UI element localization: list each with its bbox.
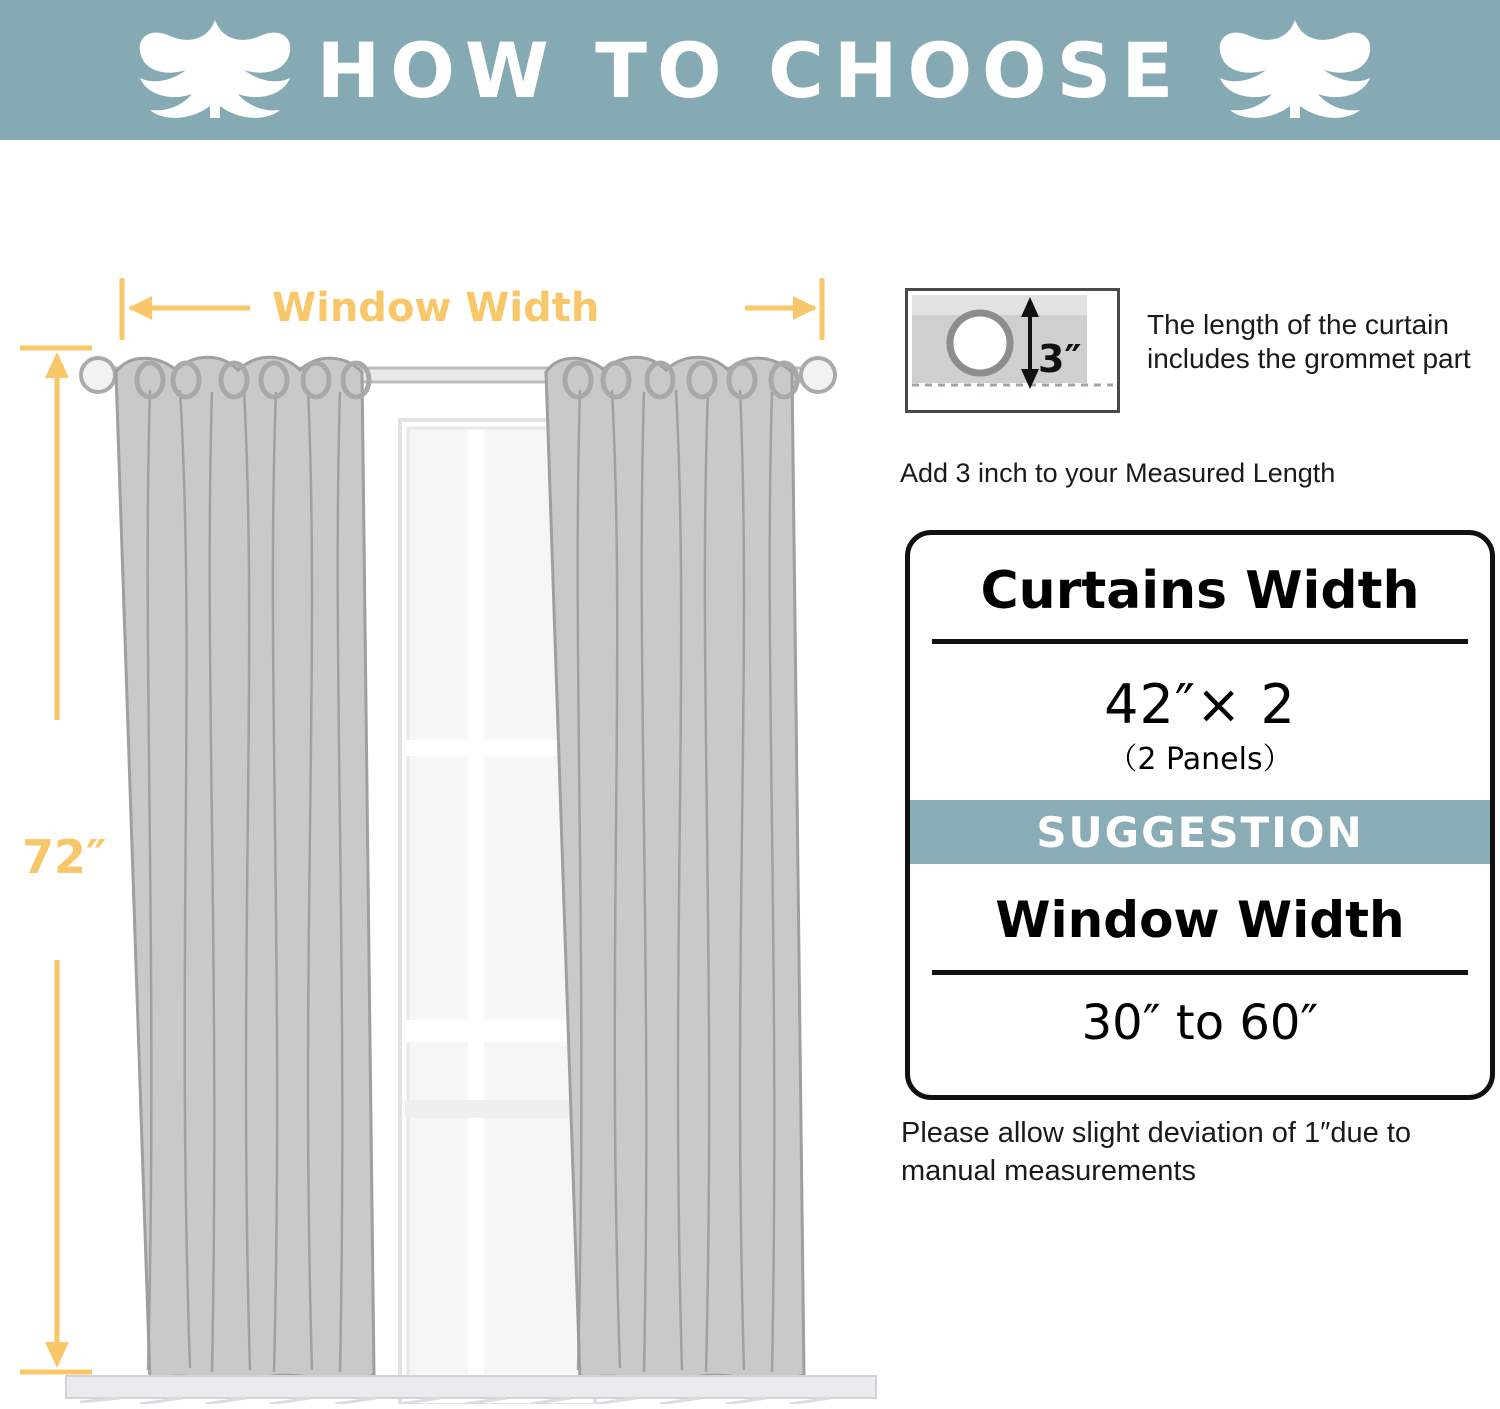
window-width-range: 30″ to 60″ xyxy=(1081,995,1319,1051)
card-title-window-width: Window Width xyxy=(932,870,1468,975)
curtain-panel-right xyxy=(546,357,804,1381)
suggestion-banner: SUGGESTION xyxy=(910,800,1490,864)
grommet-note: The length of the curtain includes the grommet part xyxy=(1147,309,1471,375)
grommet-detail-box xyxy=(905,288,1120,413)
curtain-diagram xyxy=(0,140,880,1404)
curtain-panel-left xyxy=(116,357,374,1381)
window-width-label: Window Width xyxy=(272,285,600,331)
grommet-detail-svg xyxy=(908,291,1117,410)
page-title: HOW TO CHOOSE xyxy=(316,25,1184,115)
deviation-note: Please allow slight deviation of 1″due to manual measurements xyxy=(901,1117,1412,1187)
grommet-measure-label: 3″ xyxy=(1038,337,1082,381)
curtain-height-label: 72″ xyxy=(22,830,107,884)
right-column xyxy=(895,140,1500,1404)
header-banner xyxy=(0,0,1500,140)
curtains-width-panels: （2 Panels） xyxy=(1107,741,1293,777)
fleur-de-lis-icon xyxy=(1210,14,1380,124)
card-title-curtains-width: Curtains Width xyxy=(932,543,1468,644)
card-curtains-width-value xyxy=(910,644,1490,800)
fleur-de-lis-icon xyxy=(130,14,300,124)
suggestion-card xyxy=(905,530,1495,1100)
curtains-width-number: 42″× 2 xyxy=(1104,672,1296,736)
add-inch-note: Add 3 inch to your Measured Length xyxy=(900,458,1336,488)
